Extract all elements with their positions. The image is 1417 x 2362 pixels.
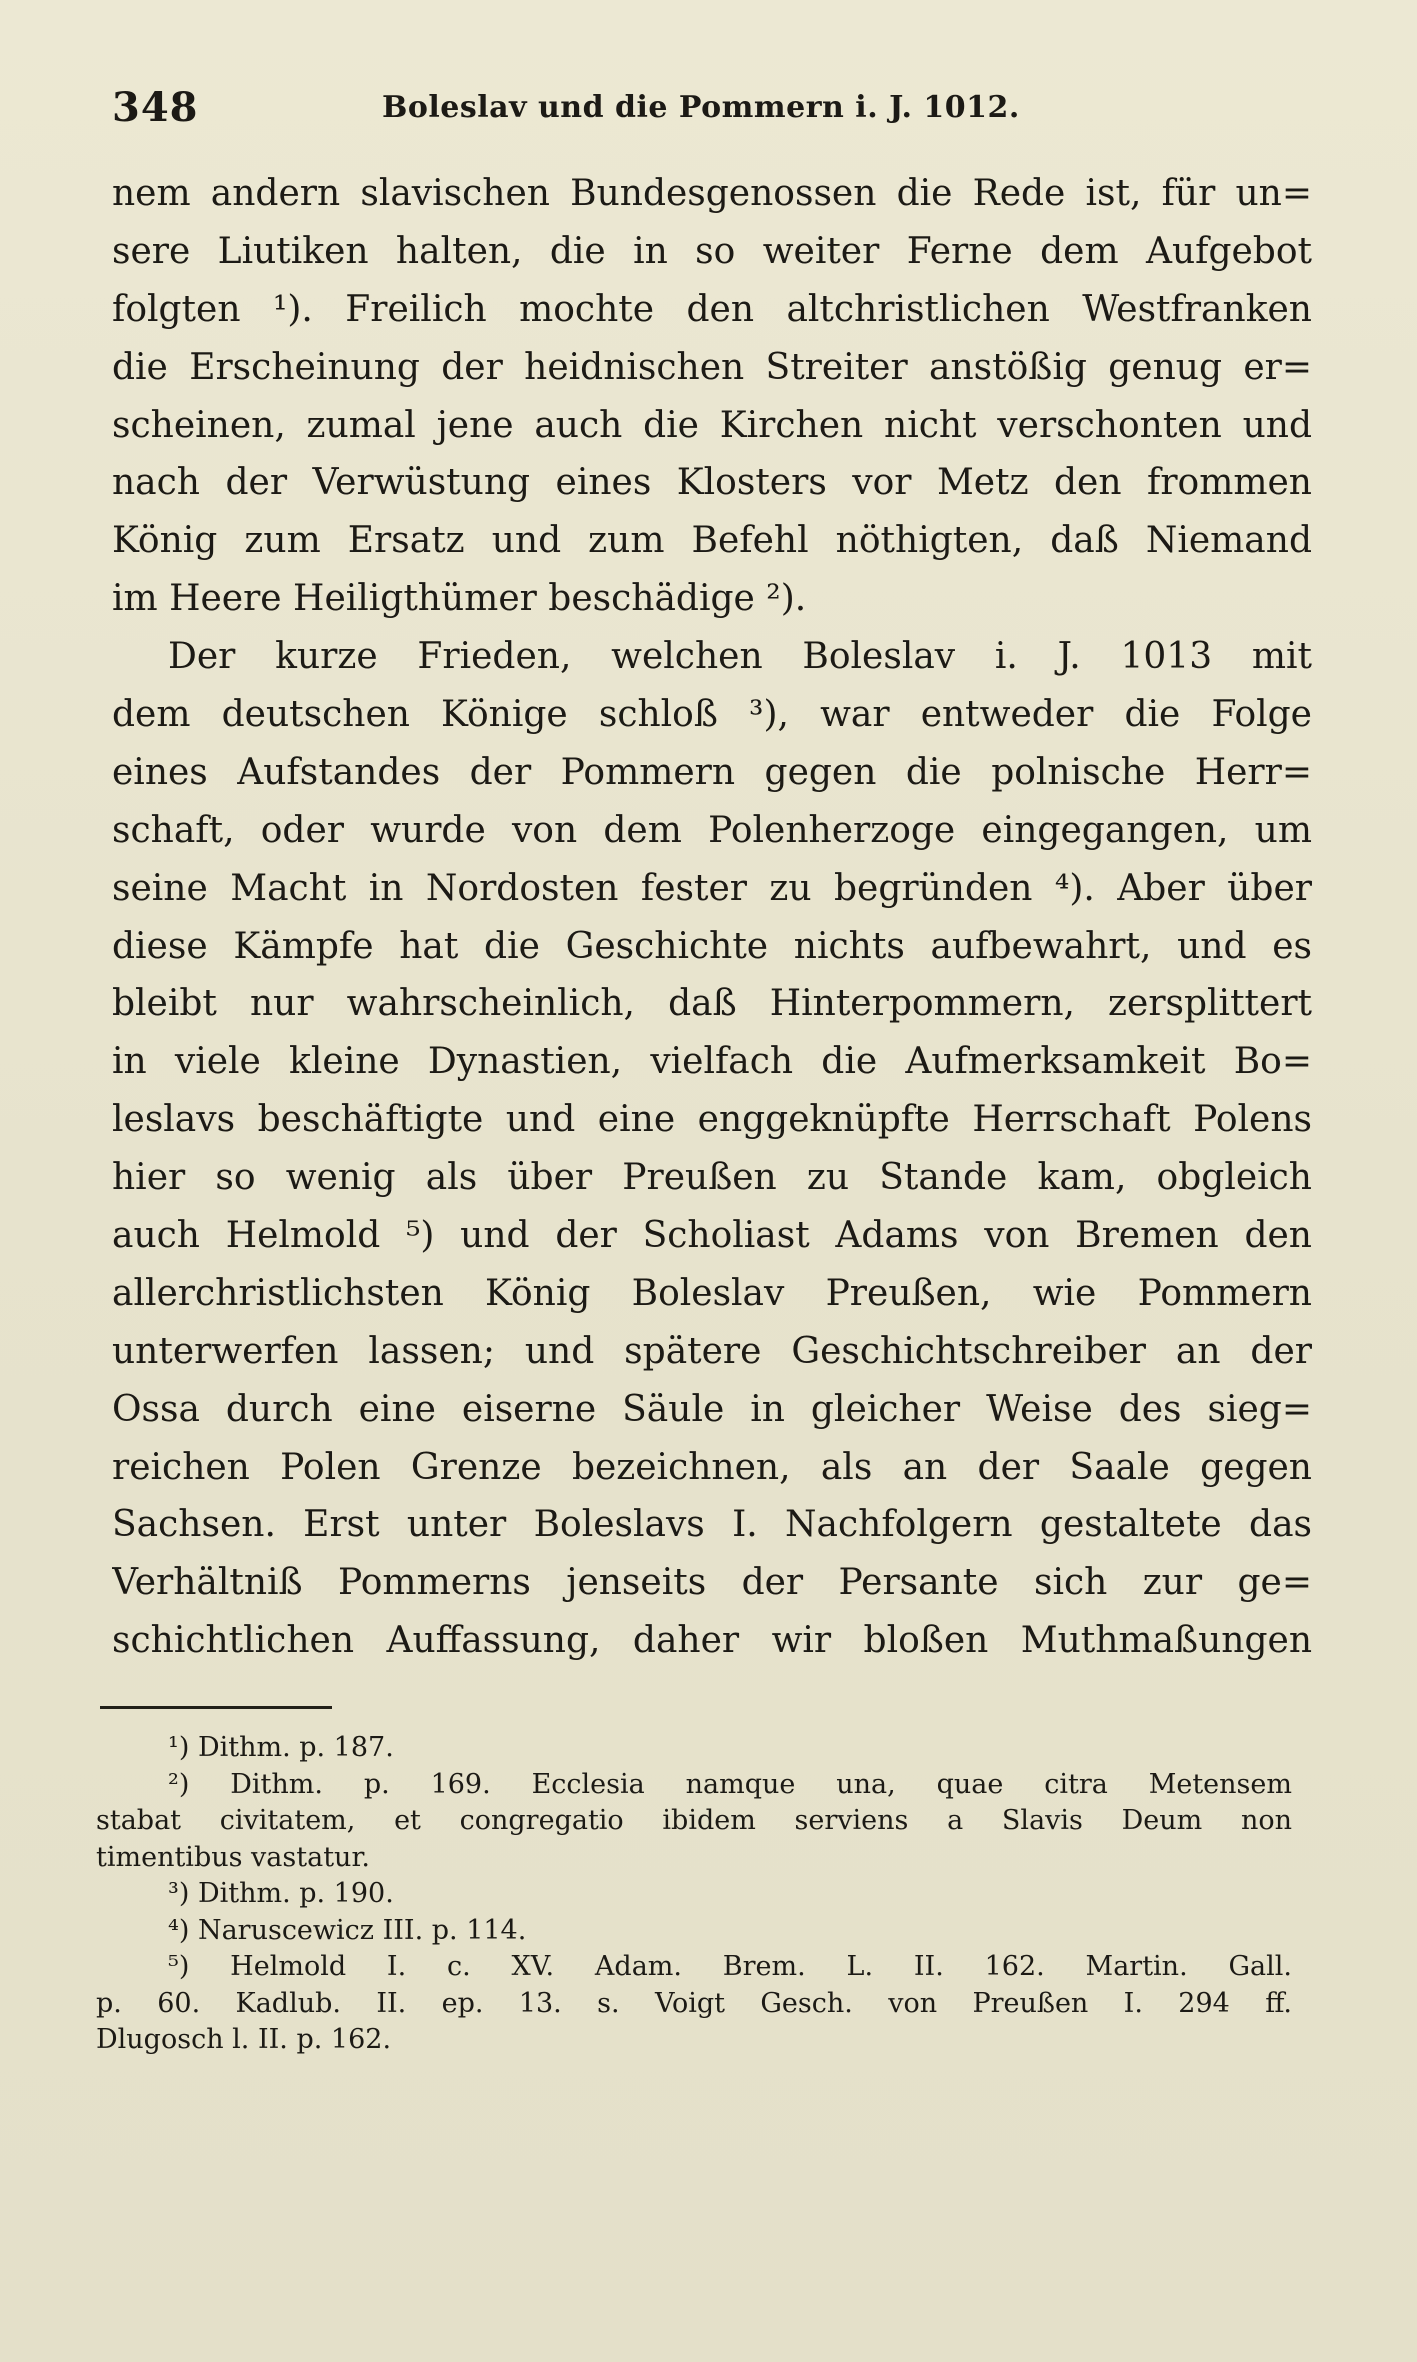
text-line: folgten ¹). Freilich mochte den altchristlichen Westfranken [112,288,1312,330]
text-line: nach der Verwüstung eines Klosters vor Metz den frommen [112,462,1312,504]
text-line: im Heere Heiligthümer beschädige ²). [112,578,807,620]
running-head: Boleslav und die Pommern i. J. 1012. [382,90,1020,125]
text-line: in viele kleine Dynastien, vielfach die Aufmerksamkeit Bo= [112,1041,1312,1083]
footnote-line: ⁴) Naruscewicz III. p. 114. [168,1914,527,1946]
footnote-rule [100,1706,332,1709]
text-line: schaft, oder wurde von dem Polenherzoge eingegangen, um [112,809,1312,851]
footnote-line: ³) Dithm. p. 190. [168,1878,394,1909]
text-line: Verhältniß Pommerns jenseits der Persante sich zur ge= [112,1562,1312,1604]
text-line: diese Kämpfe hat die Geschichte nichts aufbewahrt, und es [112,925,1312,967]
footnote-line: Dlugosch l. II. p. 162. [96,2024,392,2055]
text-line: hier so wenig als über Preußen zu Stande kam, obgleich [112,1157,1312,1199]
text-line: Sachsen. Erst unter Boleslavs I. Nachfolgern gestaltete das [112,1504,1312,1546]
footnote-line: ¹) Dithm. p. 187. [168,1732,394,1763]
text-line: seine Macht in Nordosten fester zu begründen ⁴). Aber über [112,867,1312,909]
footnote-line: ⁵) Helmold I. c. XV. Adam. Brem. L. II. 162. Martin. Gall. [168,1951,1292,1982]
page-number: 348 [112,84,199,131]
body-text [112,165,1312,1670]
text-line: nem andern slavischen Bundesgenossen die Rede ist, für un= [112,173,1312,214]
text-line: allerchristlichsten König Boleslav Preußen, wie Pommern [112,1272,1312,1314]
text-line: dem deutschen Könige schloß ³), war entweder die Folge [112,694,1312,736]
footnote-line: p. 60. Kadlub. II. ep. 13. s. Voigt Gesch. von Preußen I. 294 ff. [96,1987,1292,2019]
text-line: König zum Ersatz und zum Befehl nöthigten, daß Niemand [112,520,1312,562]
text-line: eines Aufstandes der Pommern gegen die polnische Herr= [112,751,1312,793]
text-line: leslavs beschäftigte und eine enggeknüpfte Herrschaft Polens [112,1099,1312,1141]
text-line: Der kurze Frieden, welchen Boleslav i. J. 1013 mit [168,636,1312,678]
text-line: bleibt nur wahrscheinlich, daß Hinterpommern, zersplittert [112,983,1312,1025]
text-line: sere Liutiken halten, die in so weiter Ferne dem Aufgebot [112,230,1312,272]
text-line: scheinen, zumal jene auch die Kirchen nicht verschonten und [112,404,1312,446]
text-line: schichtlichen Auffassung, daher wir bloßen Muthmaßungen [112,1620,1312,1662]
text-line: auch Helmold ⁵) und der Scholiast Adams von Bremen den [112,1215,1312,1257]
page-header [112,78,1312,138]
text-line: unterwerfen lassen; und spätere Geschichtschreiber an der [112,1330,1312,1372]
footnote-line: ²) Dithm. p. 169. Ecclesia namque una, quae citra Metensem [168,1768,1292,1800]
footnote-line: timentibus vastatur. [96,1841,370,1873]
text-line: Ossa durch eine eiserne Säule in gleicher Weise des sieg= [112,1388,1312,1430]
text-line: die Erscheinung der heidnischen Streiter anstößig genug er= [112,346,1312,388]
footnotes [96,1730,1292,2059]
footnote-line: stabat civitatem, et congregatio ibidem serviens a Slavis Deum non [96,1805,1292,1836]
text-line: reichen Polen Grenze bezeichnen, als an der Saale gegen [112,1446,1312,1488]
